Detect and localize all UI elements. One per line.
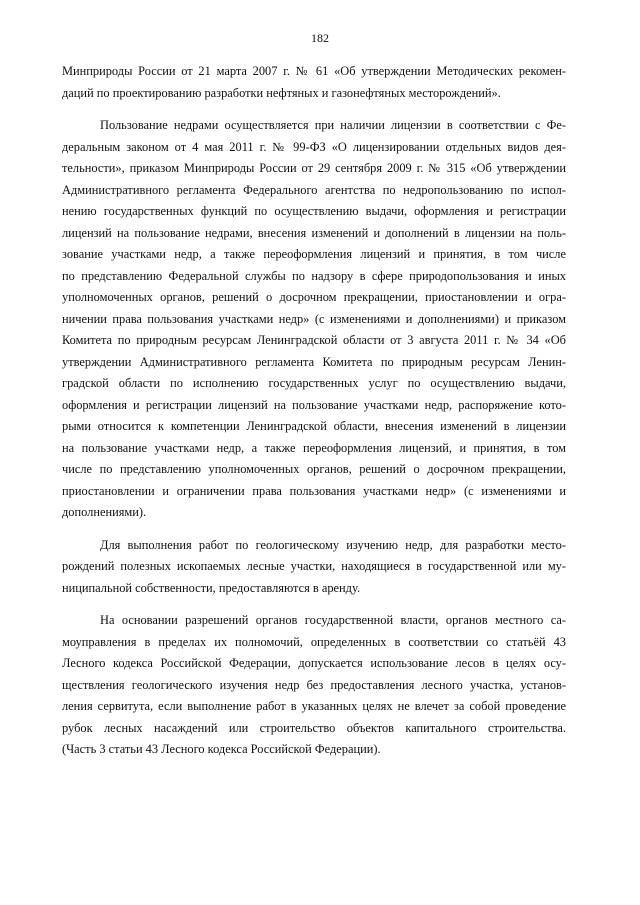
text-line: рыми относится к компетенции Ленинградской области, внесения изменений в лицензии	[62, 419, 566, 433]
text-line: оформления и регистрации лицензий на пользование участками недр, распоряжение кото-	[62, 397, 566, 412]
text-line: дополнениями).	[62, 505, 147, 519]
text-line: Административного регламента Федерального агентства по недропользованию по испол-	[62, 182, 566, 197]
text-line: деральным законом от 4 мая 2011 г. № 99-ФЗ «О лицензировании отдельных видов дея-	[62, 139, 566, 154]
text-line: Пользование недрами осуществляется при наличии лицензии в соответствии с Фе-	[100, 118, 566, 132]
paragraph	[62, 115, 566, 524]
paragraph-gap	[62, 104, 566, 115]
text-line: На основании разрешений органов государственной власти, органов местного са-	[100, 613, 566, 627]
text-line: даций по проектированию разработки нефтяных и газонефтяных месторождений».	[62, 85, 501, 100]
text-line: по представлению Федеральной службы по надзору в сфере природопользования и иных	[62, 268, 566, 283]
text-line: Для выполнения работ по геологическому изучению недр, для разработки место-	[100, 537, 566, 552]
page-number: 182	[311, 31, 329, 45]
text-line: моуправления в пределах их полномочий, определенных в соответствии со статьёй 43	[62, 634, 566, 649]
paragraph	[62, 535, 566, 600]
text-line: зование участками недр, а также переоформления лицензий и принятия, в том числе	[62, 247, 566, 261]
text-line: Лесного кодекса Российской Федерации, допускается использование лесов в целях осу-	[62, 656, 566, 670]
text-line: числе по представлению уполномоченных органов, решений о досрочном прекращении,	[62, 462, 566, 476]
paragraph-gap	[62, 524, 566, 535]
text-line: уполномоченных органов, решений о досрочном прекращении, приостановлении и огра-	[62, 290, 566, 304]
paragraph-gap	[62, 599, 566, 610]
text-line: утверждении Административного регламента Комитета по природным ресурсам Ленин-	[62, 354, 566, 369]
text-line: на пользование участками недр, а также переоформления лицензий, и принятия, в том	[62, 440, 566, 455]
text-line: (Часть 3 статьи 43 Лесного кодекса Российской Федерации).	[62, 742, 381, 756]
text-line: ществления геологического изучения недр без предоставления лесного участка, установ-	[62, 677, 566, 692]
text-line: ления сервитута, если выполнение работ в указанных целях не влечет за собой проведение	[62, 699, 566, 713]
text-line: Комитета по природным ресурсам Ленинградской области от 3 августа 2011 г. № 34 «Об	[62, 333, 566, 347]
text-line: приостановлении и ограничении права пользования участками недр» (с изменениями и	[62, 483, 566, 498]
text-line: лицензий на пользование недрами, внесения изменений и дополнений в лицензии на поль-	[62, 225, 566, 240]
text-line: Минприроды России от 21 марта 2007 г. № 61 «Об утверждении Методических рекомен-	[62, 64, 566, 78]
text-line: нению государственных функций по осуществлению выдачи, оформления и регистрации	[62, 204, 566, 218]
text-line: тельности», приказом Минприроды России от 29 сентября 2009 г. № 315 «Об утверждении	[62, 161, 566, 175]
paragraph	[62, 610, 566, 761]
text-line: рубок лесных насаждений или строительство объектов капитального строительства.	[62, 720, 566, 735]
text-line: рождений полезных ископаемых лесные участки, находящиеся в государственной или му-	[62, 559, 566, 573]
paragraph	[62, 61, 566, 104]
document-body	[62, 61, 566, 761]
text-line: ниципальной собственности, предоставляются в аренду.	[62, 580, 361, 595]
text-line: ничении права пользования участками недр» (с изменениями и дополнениями) и приказом	[62, 311, 566, 326]
text-line: градской области по исполнению государственных услуг по осуществлению выдачи,	[62, 376, 566, 390]
